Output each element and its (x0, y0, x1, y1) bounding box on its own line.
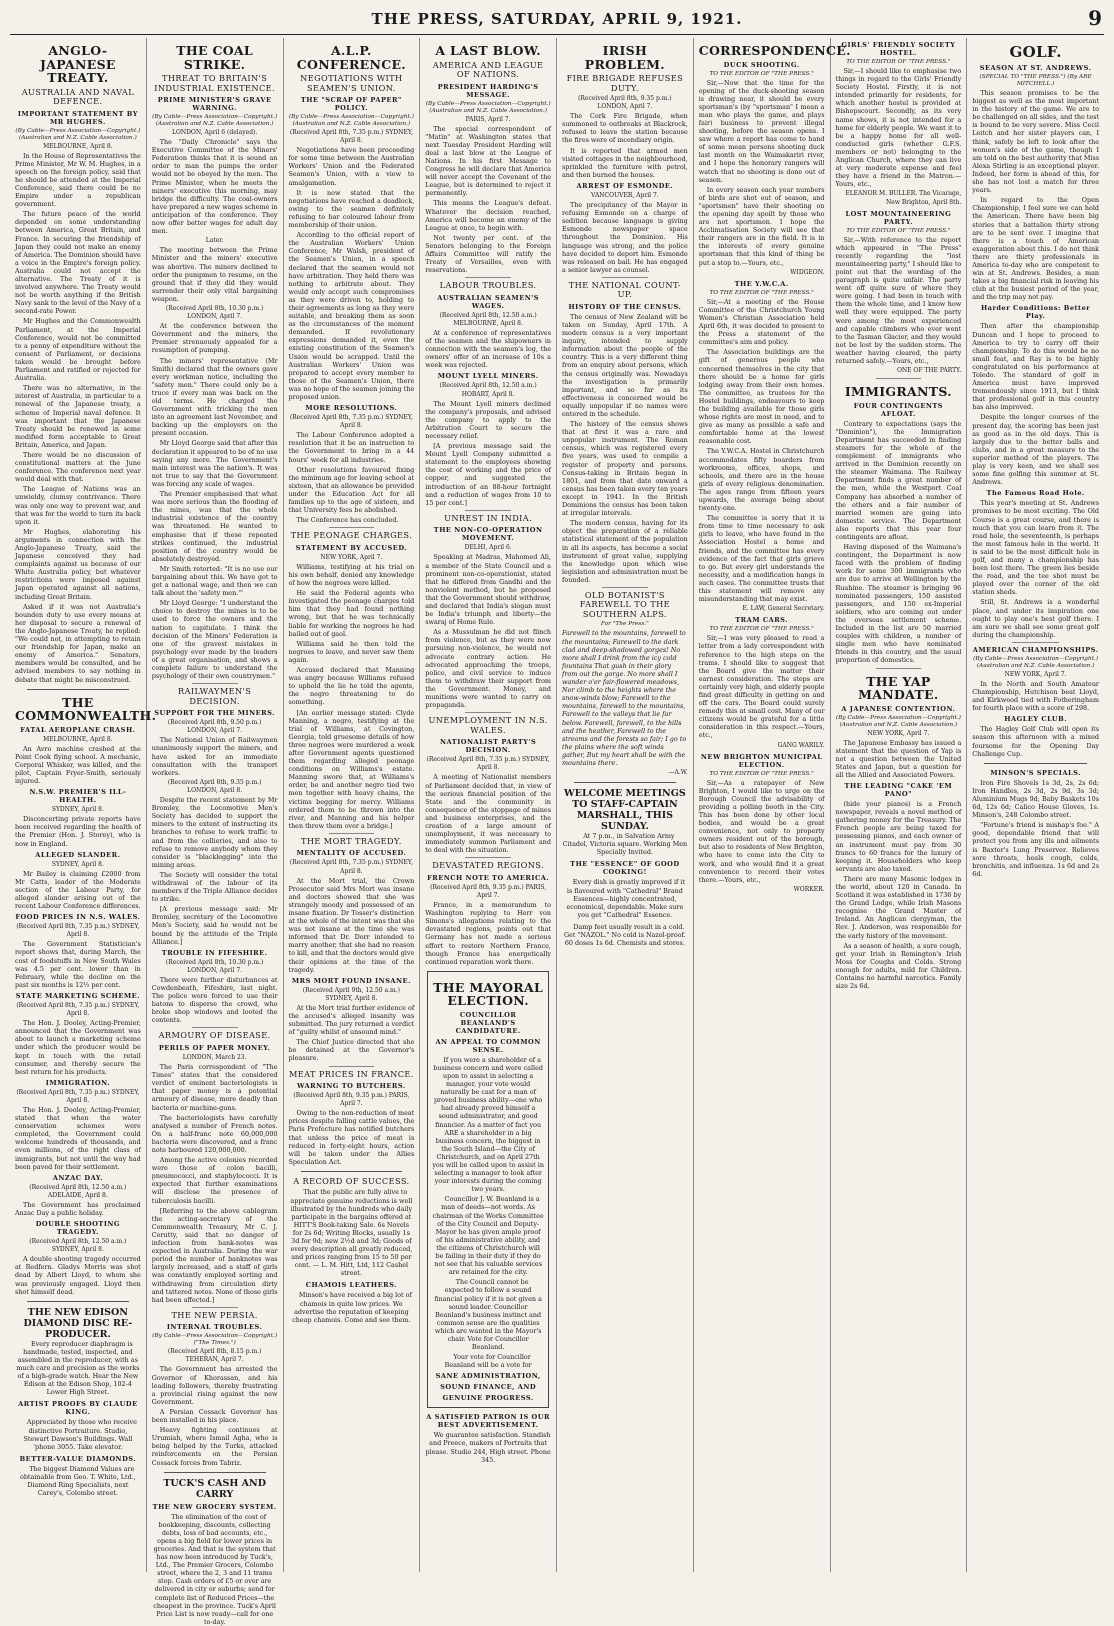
paragraph: It is reported that armed men visited cottages in the neighbourhood, sprinkled the furniture with petrol, and then burned the houses. (562, 146, 688, 179)
paragraph: Heavy fighting continues at Urumiah, where Ismail Agha, who is being helped by the Turks, attacked reinforcements on the Persian Cossack forces from Tabriz. (151, 1426, 278, 1467)
paragraph: In every season each year numbers of birds are shot out of season, and "sportsmen" have their shooting on the opening day spoilt by those who are not sportsmen. I hope the Acclimatisation Society will see that their rangers are in the field. It is in the interests of every genuine sportsman that this kind of thing be put a stop to.—Yours, etc., (698, 185, 825, 267)
subhead: ARREST OF ESMONDE. (576, 181, 674, 190)
headline-mort-tragedy: THE MORT TRAGEDY. (301, 835, 402, 846)
subhead: THE NON-CO-OPERATION MOVEMENT. (433, 526, 543, 543)
advertisement-mayoral-election (427, 971, 549, 1409)
paragraph: There were further disturbances at Cowdenbeath, Fifeshire, last night. The police were forced to use their batons to disperse the crowd, who broke shop windows and looted the contents. (151, 975, 278, 1025)
subhead: ANZAC DAY. (52, 1173, 104, 1182)
headline-devastated-regions: DEVASTATED REGIONS. (432, 860, 545, 871)
dateline: (Received April 8th, 12.50 a.m.) MELBOURNE, April 8. (439, 311, 537, 327)
subhead: PERILS OF PAPER MONEY. (158, 1043, 271, 1052)
divider (574, 782, 676, 783)
dateline: (Received April 8th, 7.35 p.m.) SYDNEY, April 8. (16, 923, 140, 939)
subhead: The Famous Road Hole. (986, 489, 1085, 498)
paragraph: The League of Nations was an unwieldy, clumsy contrivance. There was only one way to prevent war, and that was for the world to turn its back upon it. (15, 485, 141, 526)
paragraph: The future peace of the world depended on some understanding between America, Great Britain, and France. In securing the friendship of Japan they could not make an enemy of America. The Dominion should have a voice in the Empire's foreign policy. Australia could not accept the alternative. The Treaty of it is involved anywhere. The Treaty would not be worth anything if the British Navy sank to the level of the Navy of a second-rate Power. (15, 210, 141, 316)
byline: TO THE EDITOR OF "THE PRESS." (709, 770, 814, 777)
dateline: (Received April 8th, 9.50 p.m.) LONDON, April 7. (167, 719, 262, 735)
paragraph: [Referring to the above cablegram the acting-secretary of the Commonwealth Treasury, Mr C. J. Cerutty, said that no danger of infection from bank-notes was expected in Australia. During the war period the number of banknotes was largely increased, and a staff of girls was constantly employed sorting and withdrawing from circulation dirty and tattered notes. None of those girls had been affected.] (151, 1206, 278, 1304)
byline: (By Cable—Press Association—Copyright.) (Australian and N.Z. Cable Association.) (973, 655, 1099, 669)
paragraph: It is now stated that the negotiations have reached a deadlock, owing to the seamen definitely refusing to bar coloured labour from membership of their union. (288, 188, 415, 230)
advertisement-tucks (152, 1478, 278, 1626)
paragraph: The special correspondent of "Matin" at Washington states that next Tuesday President Harding will deal a last blow at the League of Nations. In his first Message to Congress he will declare that America will never accept the Covenant of the League, but is determined to reject it permanently. (425, 124, 551, 198)
dateline: MELBOURNE, April 8. (43, 735, 113, 743)
ad-body: Minson's have received a big lot of chamois in quite low prices. We advertise the reputation of keeping cheap chamois. Come and see them. (292, 1291, 412, 1324)
ad-title: A SATISFIED PATRON IS OUR BEST ADVERTISEMENT. (426, 1413, 551, 1430)
paragraph: Contrary to expectations (says the "Dominion"), the Immigration Department has succeeded in finding steamers for the whole of the complement of immigrants who arrived in the Dominion recently on the steamer Waimana. The Railway Department finds a great number of the men, while the Westport Coal Company has absorbed a number of the others and a fair number of married women are going into domestic service. The Department also reports that this year four contingents are afloat. (835, 419, 962, 541)
ad-title: CHAMOIS LEATHERS. (305, 1281, 397, 1290)
paragraph: He said the Federal agents who investigated the peonage charges told him that they had found nothing wrong, but that he was technically liable for working the negroes he had bailed out of gaol. (288, 589, 415, 638)
dateline: (Received April 8th, 9.35 p.m.) PARIS, April 7. (430, 883, 547, 899)
paragraph: There are many Masonic lodges in the world, about 120 in Canada. In Scotland it was established in 1736 by the Grand Lodge, while Irish Masons recognise the Grand Master of Ireland. An Anglican clergyman, the Rev. J. Anderson, was responsible for the early history of the movement. (835, 874, 962, 940)
dateline: (Received April 8th, 8.15 p.m.) TEHERAN, April 7. (167, 1348, 262, 1364)
paragraph: The Paris correspondent of "The Times" states that the considered verdict of eminent bacteriologists is that paper money is a potential armoury of disease, more deadly than bacteria or machine-guns. (151, 1063, 278, 1112)
ad-title: THE NEW EDISON DIAMOND DISC RE-PRODUCER. (23, 1306, 133, 1340)
paragraph: The Government has arrested the Governor of Khorassan, and his leading followers, thereby frustrating a provincial rising against the new Government. (151, 1365, 278, 1406)
paragraph: Sir,—As a ratepayer of New Brighton, I would like to urge on the Borough Council the advisability of providing a polling booth in the City. This has been done by other local bodies, and would be a great convenience, not only to property owners resident out of the borough, but also to residents of New Brighton, who have to come into the City to work, and who would find it a great convenience to record their votes there.—Yours, etc., (698, 778, 825, 884)
subhead: MORE RESOLUTIONS. (305, 404, 398, 413)
dateline: (Received April 8th, 10.30 p.m.) LONDON, April 7. (165, 304, 264, 321)
ad-title: THE MAYORAL ELECTION. (433, 979, 544, 1009)
byline: For "The Press." (600, 621, 649, 628)
ad-body: Damp feet usually result in a cold. Get "NAZOL." No cold is Nazol-proof. 60 doses 1s 6d. Chemists and stores. (563, 922, 686, 948)
subhead: WARNING TO BUTCHERS. (297, 1082, 406, 1091)
masthead (10, 4, 1104, 35)
subhead: AUSTRALIAN SEAMEN'S WAGES. (437, 293, 540, 310)
subhead: HAGLEY CLUB. (1004, 715, 1068, 724)
subhead: STATEMENT BY ACCUSED. (295, 543, 408, 552)
dateline: (Received April 8th, 10.30 p.m.) LONDON, April 7. (165, 958, 264, 974)
paragraph: In the North and South Amateur Championship, Hutchison beat Lloyd, and Kirkwood tied with Fotheringham for fourth place with a score of 298. (972, 680, 1099, 713)
paragraph: As a Mussulman he did not flinch from violence, but as they were now pursuing non-violence, he would not advocate contrary action. He advocated approaching the troops, police, and civil service to induce them to withdraw their support from the Government. Money, and munitions were wanted to carry on propaganda. (425, 628, 551, 710)
vote-line: GENUINE PROGRESS. (442, 1394, 534, 1403)
subhead: AMERICA AND LEAGUE OF NATIONS. (432, 59, 544, 79)
dateline: (Received April 8th, 7.35 p.m.) SYDNEY, April 8. (16, 1001, 140, 1018)
headline-commonwealth: THE COMMONWEALTH. (15, 694, 157, 724)
divider (192, 683, 238, 684)
paragraph: Iron Fire Shovels 1s 3d, 2s, 2s 6d; Iron Handles, 2s 3d, 2s 9d, 3s 3d; Aluminium Mugs 9d; Baby Baskets 10s 6d, 12s 6d; Calico House Gloves, 1s. Minson's, 248 Colombo street. (972, 778, 1099, 820)
ad-title: ARTIST PROOFS BY CLAUDE KING. (18, 1400, 138, 1417)
paragraph: Despite the recent statement by Mr Bromley, the Locomotive Men's Society has decided to support the miners to the extent of instructing its branches to refuse to work traffic to and from the collieries, and also to refuse to remove anybody whom they consider is "blacklegging" into the mining areas. (151, 796, 278, 869)
subhead: THE "SCRAP OF PAPER" POLICY. (300, 96, 402, 112)
byline: TO THE EDITOR OF "THE PRESS." (846, 227, 951, 234)
paragraph: Not twenty per cent. of the Senators belonging to the Foreign Affairs Committee will ratify the Treaty of Versailles, even with reservations. (425, 233, 551, 275)
paragraph: The Japanese Embassy has issued a statement that the question of Yap is not a question between the United States and Japan, but a question for all the Allied and Associated Powers. (835, 738, 962, 779)
paragraph: A meeting of Nationalist members of Parliament decided that, in view of the serious financial position of the State and the community in consequence of the stoppage of mines and business enterprises, and the creation of a large amount of unemployment, it was necessary to immediately summon Parliament and to deal with the situation. (425, 773, 551, 855)
subhead: THE LEADING "CAKE 'EM PANO" (844, 782, 953, 799)
headline-unemployment: UNEMPLOYMENT IN N.S. WALES. (428, 715, 548, 735)
paragraph: Councillor J. W. Beanland is a man of deeds—not words. As chairman of the Works Committee of the City Council and Deputy-Mayor he has given ample proof of his administrative ability, and the citizens of Christchurch will be failing in their duty if they do not see that his valuable services are retained for the city. (432, 1195, 544, 1277)
divider (1012, 642, 1059, 643)
subhead: NATIONALIST PARTY'S DECISION. (440, 738, 537, 755)
subhead: SEASON AT ST. ANDREWS. (979, 64, 1092, 72)
paragraph: The Hagley Golf Club will open its season this afternoon with a mixed foursome for the Opening Day Challenge Cup. (972, 725, 1099, 758)
paragraph: Speaking at Madras, Mahomed Ali, a member of the State Council and a prominent non-co-operationist, stated that he differed from Gandhi and the nonviolent method, but he proposed that the Government should withdraw, and declared that India's slogan must be India's triumph and liberty—the swaraj of Home Rule. (425, 553, 551, 627)
dateline: VANCOUVER, April 7. (591, 191, 659, 199)
headline-peonage: THE PEONAGE CHARGES. (290, 530, 413, 541)
subhead: NEW BRIGHTON MUNICIPAL ELECTION. (700, 752, 823, 769)
paragraph: [A previous message said the Mount Lyell Company submitted a statement to the employees showing the cost of working and the price of copper, and suggested the introduction of an 88-hour fortnight and a reduction of wages from 10 to 15 per cent.] (425, 442, 551, 507)
subhead: SUPPORT FOR THE MINERS. (154, 709, 275, 718)
paragraph: In regard to the Open Championship, I feel sure we can hold the American. There have been big stories that a battalion thirty strong are to be sent over. I imagine that there is a touch of American exaggeration about this. I do not think there are thirty professionals in America to-day who are competent to win at St. Andrews. Besides, a man takes a big financial risk in leaving his club at the busiest period of the year, and the trip may not pay. (972, 196, 1099, 302)
paragraph: Accused declared that Manning was angry because Williams refused to uphold the lie he told the agents, the negro threatening to do something. (288, 666, 415, 707)
dateline: (Received April 8th, 7.35 p.m.) SYDNEY, April 8. (16, 1088, 140, 1104)
headline-irish-problem: IRISH PROBLEM. (584, 43, 665, 72)
paragraph: Sir,—At a meeting of the House Committee of the Christchurch Young Women's Christian Association held April 6th, it was decided to present to the Press a statement of the committee's aim and policy. (698, 297, 825, 347)
ad-title: A RECORD OF SUCCESS. (293, 1175, 410, 1186)
dateline: (Received April 8th, 7.35 p.m.) SYDNEY, April 8. (289, 414, 413, 430)
paragraph: The Association buildings are the gift of generous people who concerned themselves in the city that there should be a home for girls lodging away from their own homes. The committee, as trustees for the Hostel buildings, endeavours to keep the building available for those girls whose rights are most in need, and to give as many as possible a safe and comfortable home at the lowest reasonable cost. (698, 348, 825, 446)
dateline: (Received April 8th, 9.35 p.m.) LONDON, April 8. (167, 778, 262, 794)
paragraph: At a conference of representatives of the seamen and the shipowners in connection with the seamen's log, the owners' offer of an increase of 10s a week was rejected. (425, 328, 551, 370)
paragraph: Owing to the non-reduction of meat prices despite falling cattle values, the Paris Prefecture has notified butchers that unless the price of meat is reduced in forty-eight hours, action will be taken under the Allies Speculation Act. (288, 1109, 415, 1166)
ad-subtitle: AN APPEAL TO COMMON SENSE. (435, 1037, 541, 1054)
dateline: (Received April 8th, 12.50 a.m.) HOBART, April 8. (439, 382, 537, 398)
divider (192, 1307, 238, 1308)
subhead: PRESIDENT HARDING'S MESSAGE. (437, 82, 539, 99)
dateline: (Received April 8th, 12.50 a.m.) ADELAIDE, April 8. (29, 1183, 127, 1199)
headline-yap-mandate: THE YAP MANDATE. (858, 673, 939, 702)
advertisement-standish-preece (425, 1413, 551, 1463)
ad-body: The biggest Diamond Values are obtainable from Geo. T. White, Ltd., Diamond Ring Specialists, next Carey's, Colombo street. (19, 1464, 136, 1498)
headline-anglo-japanese: ANGLO-JAPANESE TREATY. (40, 43, 116, 85)
paragraph: France, in a memorandum to Washington replying to Herr von Simons's allegations relating to the devastated regions, points out that Germany has not made a serious effort to restore Northern France, though France has energetically continued reparation work there. (425, 901, 551, 966)
paragraph: The Council cannot be expected to follow a sound financial policy if it is not given a sound leader. Councillor Beanland's business instinct and common sense are the qualities which are wanted in the Mayor's chair. Vote for Councillor Beanland. (434, 1278, 542, 1352)
ad-body: Every reproducer diaphragm is handmade, tested, inspected, and assembled in the reproducer, with as much care and precision as the works of a high-grade watch. Hear the New Edison at the Edison Shop, 102-4 Lower High Street. (16, 1339, 140, 1397)
paragraph: Mr Bailey is claiming £2000 from Mr Catts, leader of the Moderate section of the Labour Party, for alleged slander arising out of the recent Labour Conference differences. (15, 869, 141, 911)
byline: TO THE EDITOR OF "THE PRESS." (709, 70, 814, 77)
subhead: FATAL AEROPLANE CRASH. (20, 725, 136, 734)
paragraph: Sir,—With reference to the report which appeared in "The Press" recently regarding the "lost mountaineering party," I should like to point out that the wording of the paragraph is quite unfair. The party went off quite sure of where they were going. I had been in touch with them the whole time, and I know how well they were equipped. The party were among the most experienced and capable climbers who ever went to the Tasman Glacier, and they would not be lost by the sudden storm. The weather having cleared, the party returned safely.—Yours, etc., (835, 235, 962, 365)
paragraph: Then after the championship Duncan and I hope to proceed to America to try to carry off their championship. To do this would be no small feat, and Ray is to be highly congratulated on his performance at Toledo. The standard of golf in America must have improved tremendously since 1913, but I think that professional golf in this country has also improved. (972, 322, 1099, 412)
ad-title: TUCK'S CASH AND CARRY (163, 1477, 266, 1500)
headline-alp-conference: A.L.P. CONFERENCE. (296, 43, 406, 72)
signature: —A.W. (668, 769, 688, 777)
ad-title: BETTER-VALUE DIAMONDS. (19, 1454, 137, 1463)
paragraph: The Cork Fire Brigade, when summoned to outbreaks at Blackrock, refused to leave the station because the fires were of incendiary origin. (562, 112, 688, 145)
dateline: DELHI, April 6. (464, 544, 512, 552)
advertisement-edison (15, 1307, 141, 1397)
headline-railwaymen: RAILWAYMEN'S DECISION. (178, 686, 252, 706)
paragraph: According to the official report of the Australian Workers' Union Conference, Mr Walsh, president of the Seamen's Union, in a speech declared that the seamen would not have arbitration. They held there was nothing to arbitrate about. They would only accept such compromises as they were driven to, holding to their agreements as long as they were suitable, and breaking them as soon as the circumstances of the moment demanded. If revolutionary expressions demanded it, even the existing constitution of the Seamen's Union would be scrapped. Until the Australian Workers' Union was prepared to accept every member to those of the Seamen's Union, there was no hope of the seamen joining the proposed union. (288, 231, 415, 401)
divider (192, 1027, 238, 1028)
newspaper-columns (10, 38, 1104, 1626)
paragraph: Mr Lloyd George: "I understand the choice to destroy the mines is to be used to force the owners and the nation to capitulate. I think the decision of the Miners' Federation is one of the gravest mistakes in psychology ever made by the leaders of a great organisation, and shows a complete failure to understand the psychology of their own countrymen." (151, 599, 278, 681)
poem: Farewell to the mountains, farewell to the mountains; Farewell to the dark clad and deep-shadowed gorges! No more shall I drink from the icy cold fountains That gush in their glory from out the gorge. No more shall I wander o'er fair-flowered meadows, Nor climb to the heights where the snow-winds blow; Farewell to the mountains, farewell to the mountains, Farewell to the valleys that lie far below. Farewell, farewell, to the hills and the heather, Farewell to the streams and the forests so fair; I go to the plains where the soft winds gather, But my heart shall be with the mountains there. (562, 629, 687, 767)
paragraph: The Labour Conference adopted a resolution that it be an instruction to the Government to bring in a 44 hours' week for all industries. (288, 431, 415, 464)
divider (329, 1066, 375, 1067)
column-3 (284, 38, 421, 1572)
divider (27, 1301, 129, 1302)
dateline: (Received April 8th, 12.50 a.m.) SYDNEY, April 8. (29, 1238, 127, 1254)
divider (465, 277, 511, 278)
ad-body: That the public are fully alive to appreciate genuine reductions is well illustrated by the hundreds who daily participate in the bargains offered at HITT'S Book-taking Sale. 6s Novels for 2s 6d; Writing Blocks, usually 1s 3d for 9d; new 2½d and 3d; Goods of every description all greatly reduced, and prices ranging from 15 to 50 per cent. — L. M. Hitt, Ltd, 112 Cashel street. (290, 1188, 413, 1278)
paragraph: If you were a shareholder of a business concern and were called upon to assist in selecting a manager, your vote would naturally be cast for a man of proved business ability—one who had already proved himself a sound administrator, and good financier. As a matter of fact you ARE a shareholder in a big business concern, the biggest in the South Island—the City of Christchurch, and on April 27th you will be called upon to assist in selecting a manager to look after your interests during the coming two years. (432, 1055, 544, 1194)
paragraph: [An earlier message stated: Clyde Manning, a negro, testifying at the trial of Williams, at Covington, Georgia, told gruesome details of how three negroes were murdered a week after Government agents questioned them regarding alleged peonage conditions on Williams's estate. Manning swore that, at Williams's order, he and another negro tied two men together with heavy chains, the victims begging for mercy. Williams ordered them to be thrown into the river, and Manning and his helper then threw them over a bridge.] (288, 708, 415, 830)
paragraph: The bacteriologists have carefully analysed a number of French notes. On a half-franc note 60,000,000 bacteria were discovered, and a franc note harboured 120,000,000. (151, 1113, 278, 1154)
subhead: THREAT TO BRITAIN'S INDUSTRIAL EXISTENCE. (154, 73, 276, 93)
paragraph: Sir,—Now that the time for the opening of the duck-shooting season is drawing near, it should be every sportsman's (by "sportsman" I mean a man who plays the game, and plays fair) business to prevent illegal shooting, before the season opens. I saw where a report has come to hand of some mean persons shooting duck last month on the Waimakariri river, and I hope the honorary rangers will watch that no shooting is done out of season. (698, 78, 825, 184)
paragraph: At the conference between the Government and the miners, the Premier strenuously appealed for a resumption of pumping. (151, 322, 278, 355)
paragraph: Having disposed of the Waimana's contingent, the Department is now faced with the problem of finding work for some 300 immigrants who are due to arrive at Wellington by the Ruahine. The steamer is bringing 96 nominated passengers, 150 assisted passengers, and 150 ex-Imperial soldiers, who are coming out under the overseas settlement scheme. Included in the list are 50 married couples with children, a number of single men who have nominated friends in this country, and the usual proportion of domestics. (835, 543, 962, 665)
divider (602, 587, 648, 588)
subhead: AMERICAN CHAMPIONSHIPS. (972, 645, 1099, 654)
advertisement-nazol (562, 923, 688, 947)
paragraph: The Government Statistician's report shows that, during March, the cost of foodstuffs in New South Wales was 4.5 per cent. lower than in February, while the decline on the past six months is 12½ per cent. (15, 940, 141, 989)
column-4 (420, 38, 557, 1572)
divider (164, 1472, 266, 1473)
paragraph: Asked if it was not Australia's bounden duty to use every means at her disposal to secure a renewal of the Anglo-Japanese Treaty, he replied: "We could not, in attempting to retain our friendship for Japan, make an enemy of America." Senators, members would be consulted, and he advised members to say nothing in debate that might be misconstrued. (15, 602, 141, 684)
newspaper-title: THE PRESS, SATURDAY, APRIL 9, 1921. (371, 10, 743, 28)
advertisement-claude-king (15, 1400, 141, 1450)
subhead: DOUBLE SHOOTING TRAGEDY. (35, 1220, 121, 1237)
paragraph: Negotiations have been proceeding for some time between the Australian Workers' Union and the Federated Seamen's Union, with a view to amalgamation. (288, 146, 415, 187)
subhead: Harder Conditions: Better Play. (980, 304, 1091, 321)
subhead: HISTORY OF THE CENSUS. (568, 302, 682, 311)
column-6 (694, 38, 851, 1572)
paragraph: Mr Hughes and the Commonwealth Parliament, at the Imperial Conference, would not be committed to a penny of expenditure without the consent of Parliament, or decisions taken would be brought before Parliament and ratified or rejected for Australia. (15, 317, 141, 383)
divider (465, 510, 511, 511)
dateline: LONDON, March 23. (182, 1053, 247, 1061)
subhead: LOST MOUNTAINEERING PARTY. (845, 209, 952, 226)
subhead: FIRE BRIGADE REFUSES DUTY. (566, 73, 684, 93)
paragraph: Among the active colonies recorded were those of colon bacilli, pneumococci, and staphylococci. It is expected that further examinations will disclose the presence of tuberculosis bacilli. (151, 1156, 278, 1205)
headline-coal-strike: THE COAL STRIKE. (176, 43, 253, 72)
subhead: N.S.W. PREMIER'S ILL-HEALTH. (29, 788, 127, 805)
dateline: SYDNEY, April 8. (51, 860, 104, 868)
paragraph: The National Union of Railwaymen unanimously support the miners, and have asked for an immediate consultation with the transport workers. (151, 736, 278, 777)
paragraph: Your vote for Councillor Beanland will be a vote for (444, 1353, 532, 1370)
advertisement-chamois (289, 1281, 415, 1323)
headline-last-blow: A LAST BLOW. (435, 43, 541, 58)
column-7 (831, 38, 968, 1572)
headline-immigrants: IMMIGRANTS. (844, 384, 952, 400)
paragraph: The meeting between the Prime Minister and the miners' executive was abortive. The miners declined to order the pumpmen to resume, on the ground that if they did they would surrender their only vital bargaining weapon. (151, 246, 278, 303)
subhead: MOUNT LYELL MINERS. (437, 372, 539, 381)
subhead: STATE MARKETING SCHEME. (15, 991, 141, 1000)
column-1 (10, 38, 157, 1572)
paragraph: Williams said he then told the negroes to leave, and never saw them again. (288, 639, 415, 664)
divider (876, 378, 922, 379)
paragraph: There was no alternative, in the interest of Australia, in particular to a renewal of the Japanese treaty, a scheme of Imperial naval defence. It was important that the Japanese Treaty should be renewed in some modified form acceptable to Great Britain, America, and Japan. (15, 384, 141, 449)
dateline: SYDNEY, April 8. (51, 806, 104, 814)
paragraph: The Conference has concluded. (296, 516, 399, 525)
signature: WIDGEON. (790, 268, 825, 276)
paragraph: The committee is sorry that it is from time to time necessary to ask girls to leave, who have found in the Association Hostel a home and friends, and the committee has every evidence of the fact that girls grieve to go. But every girl understands the necessity, and a modification hangs in such cases. The committee trusts that this statement will remove any misunderstanding that may exist. (698, 514, 825, 604)
column-5 (557, 38, 694, 1572)
paragraph: A double shooting tragedy occurred at Redfern. Gladys Morris was shot dead by Albert Lloyd, to whom she was previously engaged. Lloyd then shot himself dead. (15, 1255, 141, 1296)
subhead: MINSON'S SPECIALS. (990, 768, 1081, 777)
subhead: FRENCH NOTE TO AMERICA. (427, 873, 550, 882)
headline-golf: GOLF. (1009, 43, 1062, 61)
divider (329, 833, 375, 834)
dateline: (Received April 8th, 9.35 p.m.) PARIS, April 7. (293, 1092, 410, 1108)
dateline: LONDON, April 6 (delayed). (171, 129, 258, 136)
headline-armoury-of-disease: ARMOURY OF DISEASE. (158, 1030, 271, 1041)
paragraph: An Avro machine crashed at the Point Cook flying school. A mechanic, Corporal Whisker, was killed, and the pilot, Captain Fryer-Smith, seriously injured. (15, 744, 141, 786)
subhead: INTERNAL TROUBLES. (166, 1323, 263, 1332)
divider (876, 668, 922, 669)
vote-line: SOUND FINANCE, AND (440, 1383, 537, 1392)
subhead: TROUBLE IN FIFESHIRE. (161, 948, 268, 957)
subhead: ALLEGED SLANDER. (35, 850, 121, 859)
paragraph: (hide your pianos) is a French newspaper, reveals a novel method of gathering money for the Treasury. The French people are being taxed for possessing pianos, and each owner of an instrument must pay from 30 francs to 60 francs for the luxury of keeping it. Householders who keep servants are also taxed. (835, 800, 962, 873)
subhead: IMMIGRATION. (45, 1078, 111, 1087)
byline: TO THE EDITOR OF "THE PRESS." (709, 289, 814, 296)
headline-new-persia: THE NEW PERSIA. (171, 1309, 258, 1320)
subhead: PRIME MINISTER'S GRAVE WARNING. (157, 96, 272, 112)
subhead: AUSTRALIA AND NAVAL DEFENCE. (21, 86, 135, 106)
ad-body: Every dish is greatly improved if it is flavoured with "Cathedral" Brand Essences—highly concentrated, economical, dependable. Make sure you get "Cathedral" Essence. (566, 878, 686, 919)
subhead: FOOD PRICES IN N.S. WALES. (15, 913, 141, 922)
dateline: (Received April 8th, 7.35 p.m.) SYDNEY, April 8. (289, 129, 413, 145)
paragraph: The miners' representative (Mr Smith) declared that the owners gave every workman notice, including the "safety men." There could only be a truce if every man was back on the old terms. He charged the Government with tricking the men into an agreement last November, and backing up the employers on the present occasion. (151, 356, 278, 438)
column-2 (147, 38, 284, 1626)
byline: (By Cable—Press Association—Copyright.) (Australian and N.Z. Cable Association.) (152, 114, 278, 127)
dateline: (Received April 8th, 9.35 p.m.) LONDON, April 7. (578, 95, 672, 111)
paragraph: This season promises to be the biggest as well as the most important in the history of the game. We are to be challenged on all sides, and the test is bound to be very severe. Miss Cecil Leitch and her sister players can, I think, safely be left to look after the women's side of the game, though I am told on the best authority that Miss Alexa Stirling is an exceptional player. Indeed, her form is ahead of this, for she has not lost a match for three years. (972, 89, 1099, 195)
headline-unrest-india: UNREST IN INDIA. (444, 512, 533, 523)
divider (329, 527, 375, 528)
subhead: MRS MORT FOUND INSANE. (291, 976, 411, 985)
ad-body: The elimination of the cost of bookkeeping, discounts, collecting debts, loss of bad accounts, etc., opens a big field for lower prices in groceries. And that is the system that has now been introduced by Tuck's, Ltd., The Premier Grocers, Colombo street, where the 2, 3 and 11 trams stop. Cash orders of £5 or over are delivered in city or suburbs; send for complete list of Reduced Prices—the cheapest in the province. Tuck's April Price List is now ready—call for one to-day. (153, 1512, 276, 1626)
paragraph: The Premier emphasised that what was more serious than the flooding of the mines, was that the whole industrial existence of the country was threatened. He wanted to emphasise that if these repeated strikes continued, the industrial position of the country would be absolutely destroyed. (151, 490, 278, 563)
subhead: TRAM CARS. (735, 616, 788, 625)
signature: WORKER. (793, 885, 825, 893)
paragraph: Other resolutions favoured fixing the minimum age for leaving school at sixteen, that an allowance be provided under the Education Act for all families up to the age of sixteen, and that University fees be abolished. (288, 465, 415, 515)
vote-line: SANE ADMINISTRATION, (435, 1372, 541, 1381)
dateline: NEW YORK, April 7. (320, 553, 383, 561)
paragraph: The Mount Lyell miners declined the company's proposals, and advised the company to apply to the Arbitration Court to secure the necessary relief. (425, 399, 551, 440)
ad-body: At 7 p.m., in Salvation Army Citadel, Victoria square. Working Men Specially Invited. (562, 832, 688, 857)
paragraph: This year's meeting at St. Andrews promises to be most exciting. The Old Course is a great course, and there is much that you can learn from it. The road hole, the seventeenth, is perhaps the most famous hole in the world. It is said to be the most difficult hole in golf, and many a championship has been lost there. The green lies beside the road, and the tee shot must be played over the corner of the old station sheds. (972, 499, 1099, 597)
paragraph: At the Mort trial further evidence of the accused's alleged insanity was submitted. The jury returned a verdict of "guilty whilst of unsound mind." (288, 1003, 415, 1037)
later-label: Later. (205, 237, 224, 245)
paragraph: Williams, testifying at his trial on his own behalf, denied any knowledge of how the negroes were killed. (288, 562, 415, 588)
paragraph: The Hon. J. Dooley, Acting-Premier, announced that the Government was about to launch a marketing scheme under which the producer would be kept in touch with the retail consumer, and thereby secure the best return for his products. (15, 1019, 141, 1076)
paragraph: The "Daily Chronicle" says the Executive Committee of the Miners' Federation thinks that it is sound an order to man the pumps the order would not be obeyed by the men. The Prime Minister, when he meets the miners' executive this morning, may bridge the difficulty. The coal-owners have prepared a new wages scheme in anticipation of the conference. They now offer better wages for adult day men. (151, 138, 278, 236)
subhead: NEGOTIATIONS WITH SEAMEN'S UNION. (300, 73, 403, 93)
subhead: GIRLS' FRIENDLY SOCIETY HOSTEL. (841, 41, 956, 57)
divider (301, 1171, 403, 1172)
paragraph: At the Mort trial, the Crown Prosecutor said Mrs Mort was insane and doctors showed that she was strangely moody and possessed of an insane fixation. Dr Tosser's distinction at the whole of the intent was that she was not insane at the time she was informed that Dr. Dorr intended to marry another, that she had no reason to kill, and that the doctors would give their opinions at the time of the tragedy. (288, 876, 415, 974)
paragraph: In the House of Representatives the Prime Minister, Mr W. M. Hughes, in a speech on the foreign policy, said that he should be attended at the Imperial Conference, said there could be no Empire under a republican government. (15, 151, 141, 209)
paragraph: As a season of health, a sure cough, get your Irish in Remington's Irish Moss for Coughs and Colds. Strong enough for adults, mild for Children. Contains no harmful narcotics. Family size 2s 6d. (835, 941, 962, 991)
paragraph: The Government has proclaimed Anzac Day a public holiday. (15, 1200, 141, 1217)
signature: GANG WARILY. (777, 741, 825, 749)
signature: E. LAW, General Secretary. (742, 605, 825, 613)
byline: (SPECIAL TO "THE PRESS.") (By ARE MITCHELL.) (979, 74, 1092, 87)
headline-meat-prices: MEAT PRICES IN FRANCE. (288, 1068, 414, 1079)
subhead: A JAPANESE CONTENTION. (841, 704, 956, 713)
paragraph: Still, St. Andrews is a wonderful place, and under its inspiration one ought to play one's best golf there. I am sure we shall see some great golf during the championship. (972, 598, 1099, 639)
paragraph: The modern census, having for its object the preparation of a reliable statistical statement of the population in all its aspects, has become a social instrument of great value, supplying the knowledge upon which wise legislation and administration must be founded. (562, 519, 688, 584)
signature: ONE OF THE PARTY. (896, 367, 962, 375)
ad-title: THE "ESSENCE" OF GOOD COOKING! (570, 860, 680, 877)
paragraph: Mr Smith retorted: "It is no use our bargaining about this. We have got to get a national wage, and then we can talk about the 'safety men.'" (151, 564, 278, 598)
paragraph: Mr Lloyd George said that after this declaration it appeared to be of no use saying any more. The Government's main interest was the nation's. It was not true to say that the Government was forcing any scale of wages. (151, 439, 278, 488)
byline: (By Cable—Press Association—Copyright.) ("The Times.") (152, 1333, 278, 1347)
byline: TO THE EDITOR OF "THE PRESS." (709, 626, 814, 633)
paragraph: The census of New Zealand will be taken on Sunday, April 17th. A modern census is a very important inquiry, intended to supply information about the people of the country. This is a very different thing from an enquiry about persons, which the census originally was. Nowadays the investigation is primarily important, and so far as its effectiveness is concerned would be equally unpopular if no names were entered in the schedule. (562, 312, 688, 418)
ad-subtitle: COUNCILLOR BEANLAND'S CANDIDATURE. (455, 1010, 521, 1035)
dateline: NEW YORK, April 7. (867, 729, 930, 737)
advertisement-diamonds (15, 1455, 141, 1497)
paragraph: There would be no discussion of constitutional matters at the June conference. The conference next year would deal with that. (15, 450, 141, 484)
divider (984, 763, 1087, 764)
dateline: (Received April 9th, 12.50 a.m.) SYDNEY, April 8. (302, 986, 400, 1002)
signature: ELEANOR M. BULLER. The Vicarage, New Brighton, April 8th. (845, 190, 962, 206)
dateline: PARIS, April 7. (465, 115, 511, 123)
ad-subtitle: THE NEW GROCERY SYSTEM. (152, 1502, 277, 1511)
subhead: IMPORTANT STATEMENT BY MR HUGHES. (17, 109, 138, 126)
advertisement-welcome-meetings (562, 788, 688, 856)
advertisement-cathedral-essence (562, 860, 688, 918)
headline-correspondence: CORRESPONDENCE. (698, 43, 851, 58)
ad-body: We guarantee satisfaction. Standish and Preece, makers of Portraits that please. Studio 244, High street. Phone 345. (425, 1431, 551, 1464)
divider (27, 689, 129, 690)
advertisement-record-of-success (289, 1177, 415, 1278)
divider (602, 277, 648, 278)
byline: (By Cable—Press Association—Copyright.) (Australian and N.Z. Cable Association.) (425, 100, 551, 114)
byline: TO THE EDITOR OF "THE PRESS." (846, 59, 951, 65)
page-number: 9 (1088, 6, 1102, 30)
subhead: FOUR CONTINGENTS AFLOAT. (853, 401, 944, 418)
dateline: (Received April 8th, 7.35 p.m.) SYDNEY, April 8. (426, 756, 550, 772)
paragraph: The Chief Justice directed that she be detained at the Governor's pleasure. (288, 1038, 415, 1063)
paragraph: The Hon. J. Dooley, Acting-Premier, stated that when the water conservation schemes were completed, the Government could welcome hundreds of thousands, and even millions, of the right class of immigrants, but not until the way had been paved for their settlement. (15, 1105, 141, 1171)
paragraph: Mr Hughes, elaborating his arguments in connection with the Anglo-Japanese Treaty, said the Japanese conceived they had complaints against us because of our White Australia policy, but whatever restrictions were imposed against Japan operated against all nations, including Great Britain. (15, 527, 141, 601)
divider (465, 712, 511, 713)
dateline: MELBOURNE, April 8. (43, 142, 113, 150)
paragraph: The Society will consider the total withdrawal of the labour of its members if the Triple Alliance decides to strike. (151, 870, 278, 904)
paragraph: Despite the longer courses of the present day, the scoring has been just as good as in the old days. This is largely due to the better balls and clubs, and in a great measure to the superior method of the players. The play is very keen, and we shall see some fine golfing this summer at St. Andrews. (972, 413, 1099, 487)
subhead: DUCK SHOOTING. (723, 60, 800, 69)
byline: (By Cable—Press Association—Copyright.) (Australian and N.Z. Cable Association.) (288, 114, 414, 127)
byline: (By Cable—Press Association—Copyright.) (Australian and N.Z. Cable Association.) (15, 127, 141, 141)
headline-old-botanist: OLD BOTANIST'S FAREWELL TO THE SOUTHERN ALPS. (579, 589, 670, 619)
dateline: NEW YORK, April 7. (1004, 670, 1067, 678)
byline: (By Cable—Press Association—Copyright.) (Australian and N.Z. Cable Association.) (835, 714, 961, 728)
column-8 (967, 38, 1104, 1572)
paragraph: The Y.W.C.A. Hostel in Christchurch accommodates fifty boarders from workrooms, offices, shops, and schools, and there are in the house girls of every religious denomination. The ages range from fifteen years upwards, the average being about twenty-one. (698, 447, 825, 513)
ad-body: Appreciated by those who receive distinctive Portraiture. Studio, Stewart Dawson's Buildings. Wall 'phone 3055. Take elevator. (23, 1418, 137, 1451)
subhead: MENTALITY OF ACCUSED. (296, 849, 407, 858)
paragraph: [A previous message said: Mr Bromley, secretary of the Locomotive Men's Society, said he would not be bound by the attitude of the Triple Alliance.] (151, 905, 278, 946)
headline-labour-troubles: LABOUR TROUBLES. (439, 280, 537, 291)
paragraph: Disconcerting private reports have been received regarding the health of the Premier (Hon. J. Storey), who is now in England. (15, 815, 141, 848)
paragraph: The history of the census shows that at first it was a rare and unpopular instrument. The Roman census, which was registered every five years, was used to compile a register of property and persons. Census-taking in Britain began in 1801, and from that date onward a census has been taken every ten years except in 1941. In the British Dominions the census has been taken at irregular intervals. (562, 420, 688, 518)
ad-title: WELCOME MEETINGS TO STAFF-CAPTAIN MARSHALL, THIS SUNDAY. (564, 788, 686, 833)
paragraph: Sir,—I should like to emphasise two things in regard to the Girls' Friendly Society Hostel. Firstly, it is not intended primarily for residents, for which another hostel is provided at Bishopscourt. Secondly, as its very name shows, it is not intended for a home for elderly people. We want it to be a happy home for all well-conducted girls (whether G.F.S. members or not) belonging to the Anglican Church, where they can live at very moderate expense and feel they have a friend in the Matron.—Yours, etc., (835, 67, 962, 189)
subhead: THE Y.W.C.A. (734, 279, 789, 288)
paragraph: A Persian Cossack Governor has been installed in his place. (151, 1407, 278, 1425)
paragraph: The precipitancy of the Mayor in refusing Esmonde on a charge of sedition because language is giving Esmonde newspaper space throughout the Dominion. His language was strong, and the police have decided to deport him. Esmonde was released on bail. He has engaged a senior lawyer as counsel. (562, 201, 688, 274)
headline-national-count-up: THE NATIONAL COUNT-UP. (568, 279, 681, 300)
paragraph: This means the League's defeat. Whatever the decision reached, America will become an enemy of the League at once, to begin with. (425, 199, 551, 232)
divider (465, 857, 511, 858)
paragraph: "Fortune's friend is mishap's foe." A good, dependable friend that will protect you from any ills and ailments is Baxter's Lung Preserver. Relieves sore throats, heals cough, colds, bronchitis, and influenza. 1s 6d and 2s 6d. (972, 821, 1099, 878)
paragraph: Sir,—I was very pleased to read a letter from a lady correspondent with reference to the high steps on the trams. I should like to suggest that the Board give the matter their earnest consideration. The steps are certainly very high, and elderly people find great difficulty in getting on and off the cars. The Board could surely remedy this at small cost. Many of our citizens would be grateful for a little consideration in this respect.—Yours, etc., (698, 634, 825, 740)
dateline: (Received April 8th, 7.35 p.m.) SYDNEY, April 8. (289, 859, 413, 875)
